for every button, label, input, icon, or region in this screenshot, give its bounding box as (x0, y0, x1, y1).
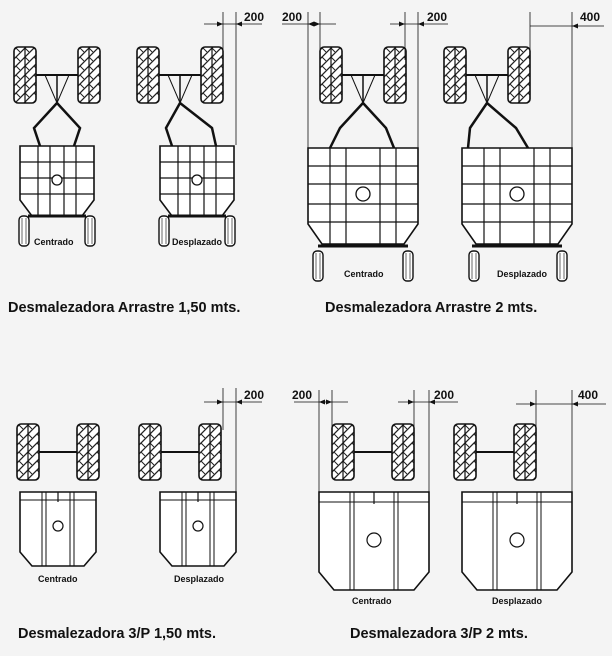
caption-arrastre-2: Desmalezadora Arrastre 2 mts. (325, 300, 538, 316)
dimension-label-7: 200 (434, 388, 455, 402)
dimension-label-2: 200 (282, 10, 303, 24)
implement-arrastre-150-desplazado (159, 103, 235, 246)
tractor-tp-2-desplazado (454, 424, 536, 480)
dimension-label-6: 200 (292, 388, 313, 402)
label-centrado-4: Centrado (352, 596, 392, 606)
tractor-arrastre-2-centrado (320, 47, 406, 103)
label-desplazado-3: Desplazado (174, 574, 225, 584)
tractor-arrastre-2-desplazado (444, 47, 530, 103)
label-centrado-2: Centrado (344, 269, 384, 279)
implement-tp-150-desplazado (160, 492, 236, 566)
dimension-arrastre-2-offset (530, 10, 604, 148)
tractor-tp-150-centrado (17, 424, 99, 480)
dimension-label-1: 200 (244, 10, 265, 24)
label-desplazado-2: Desplazado (497, 269, 548, 279)
dimension-label-8: 400 (578, 388, 599, 402)
label-centrado-3: Centrado (38, 574, 78, 584)
dimension-label-4: 400 (580, 10, 601, 24)
caption-tp-150: Desmalezadora 3/P 1,50 mts. (18, 626, 217, 642)
implement-arrastre-2-desplazado (462, 103, 572, 281)
dimension-label-5: 200 (244, 388, 265, 402)
label-centrado-1: Centrado (34, 237, 74, 247)
tractor-tp-2-centrado (332, 424, 414, 480)
dimension-label-3: 200 (427, 10, 448, 24)
implement-arrastre-2-centrado (308, 103, 418, 281)
tractor-arrastre-150-centrado (14, 47, 100, 103)
tractor-arrastre-150-desplazado (137, 47, 223, 103)
implement-tp-150-centrado (20, 492, 96, 566)
caption-tp-2: Desmalezadora 3/P 2 mts. (350, 626, 528, 642)
caption-arrastre-150: Desmalezadora Arrastre 1,50 mts. (8, 300, 241, 316)
implement-arrastre-150-centrado (19, 103, 95, 246)
tractor-tp-150-desplazado (139, 424, 221, 480)
implement-tp-2-centrado (319, 492, 429, 590)
label-desplazado-4: Desplazado (492, 596, 543, 606)
label-desplazado-1: Desplazado (172, 237, 223, 247)
implement-tp-2-desplazado (462, 492, 572, 590)
